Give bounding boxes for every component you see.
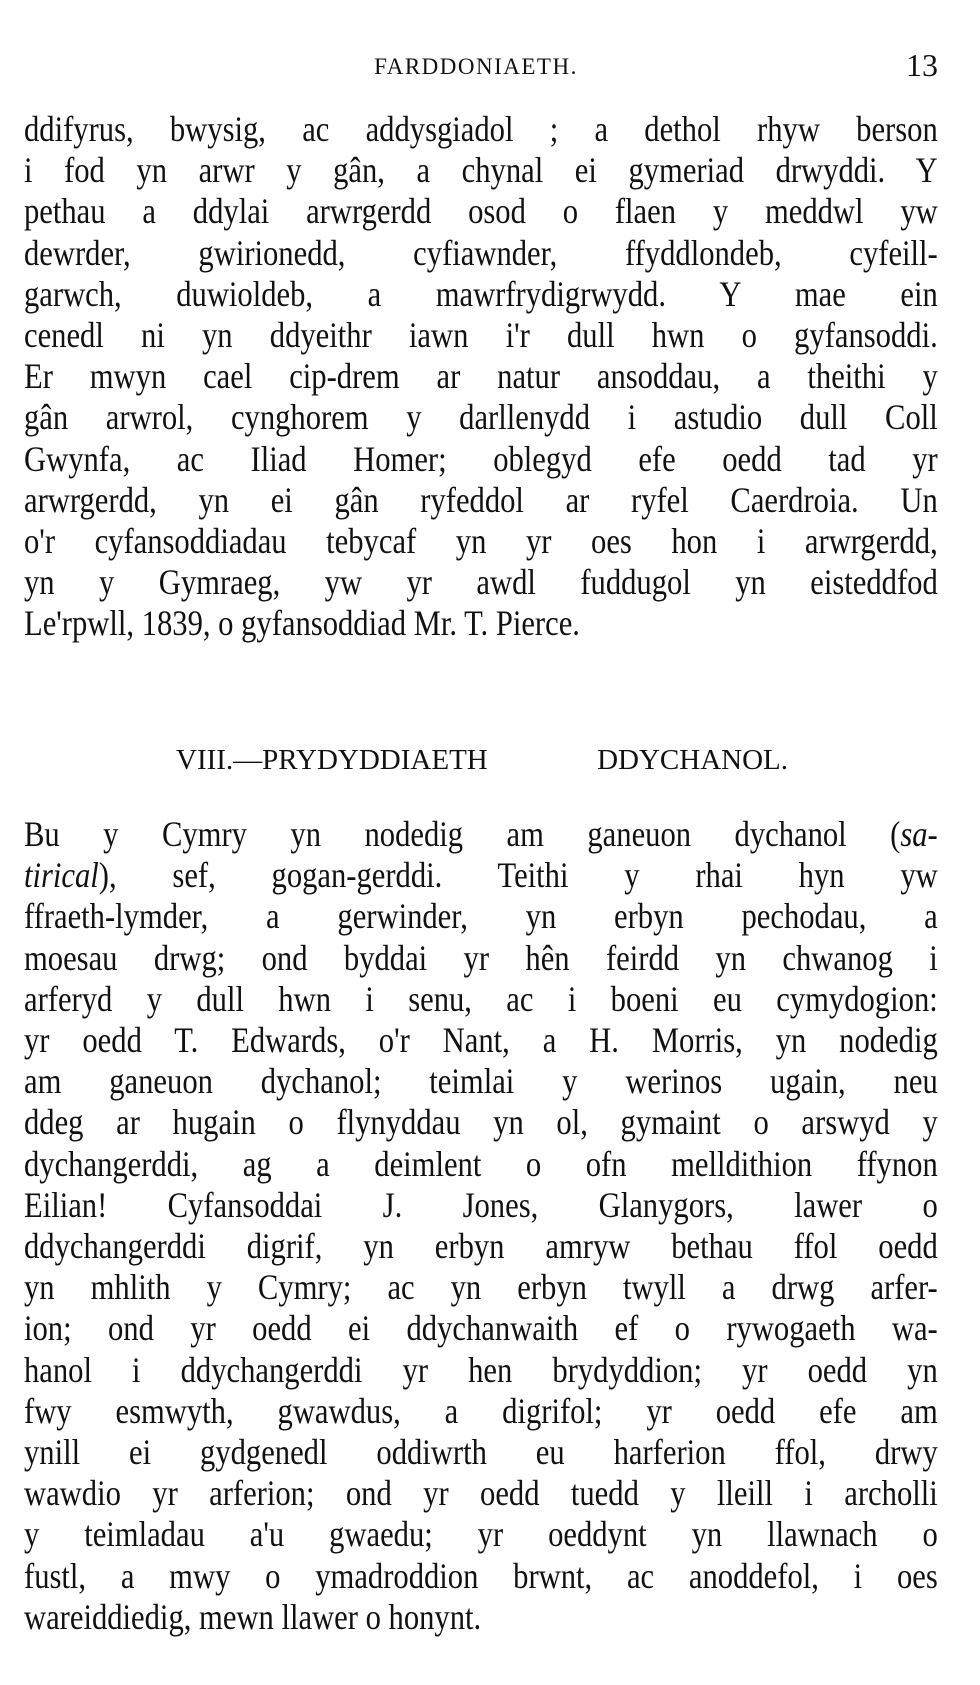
text-line: wawdio yr arferion; ond yr oedd tuedd y lleill i archolli [24,1473,938,1514]
text-line: pethau a ddylai arwrgerdd osod o flaen y meddwl yw [24,191,938,232]
text-line: gân arwrol, cynghorem y darllenydd i astudio dull Coll [24,397,938,438]
page-number: 13 [906,47,938,83]
text-line: hanol i ddychangerddi yr hen brydyddion; yr oedd yn [24,1349,938,1390]
text-line [24,816,938,852]
text-line: yr oedd T. Edwards, o'r Nant, a H. Morris, yn nodedig [24,1020,938,1060]
text-line: fustl, a mwy o ymadroddion brwnt, ac anoddefol, i oes [24,1555,938,1596]
text-segment: ), sef, gogan-gerddi. Teithi y rhai hyn yw [98,855,938,896]
text-line: fwy esmwyth, gwawdus, a digrifol; yr oedd efe am [24,1390,938,1431]
text-line: ddeg ar hugain o flynyddau yn ol, gymaint o arswyd y [24,1102,938,1143]
text-line: am ganeuon dychanol; teimlai y werinos ugain, neu [24,1061,938,1102]
text-line: yn y Gymraeg, yw yr awdl fuddugol yn eisteddfod [24,562,938,603]
text-line: ion; ond yr oedd ei ddychanwaith ef o rywogaeth wa- [24,1308,938,1349]
running-head-title: FARDDONIAETH. [374,54,578,79]
text-line: yn mhlith y Cymry; ac yn erbyn twyll a drwg arfer- [24,1267,938,1308]
text-line: garwch, duwioldeb, a mawrfrydigrwydd. Y mae ein [24,273,938,314]
section-heading: VIII.—PRYDYDDIAETH DDYCHANOL. [176,744,788,776]
text-line [24,855,938,896]
text-line: ddychangerddi digrif, yn erbyn amryw bethau ffol oedd [24,1226,938,1266]
running-head [0,47,980,83]
text-line: Gwynfa, ac Iliad Homer; oblegyd efe oedd tad yr [24,438,938,479]
text-line: ffraeth-lymder, a gerwinder, yn erbyn pechodau, a [24,896,938,937]
text-line: ddifyrus, bwysig, ac addysgiadol ; a dethol rhyw berson [24,109,938,149]
italic-text: sa- [900,814,938,854]
text-line: y teimladau a'u gwaedu; yr oeddynt yn llawnach o [24,1514,938,1555]
text-line: arwrgerdd, yn ei gân ryfeddol ar ryfel Caerdroia. Un [24,479,938,520]
text-line: Eilian! Cyfansoddai J. Jones, Glanygors, lawer o [24,1184,938,1225]
italic-text: tirical [24,855,99,896]
text-line: dewrder, gwirionedd, cyfiawnder, ffyddlondeb, cyfeill- [24,232,938,273]
text-line: Er mwyn cael cip-drem ar natur ansoddau, a theithi y [24,356,938,397]
text-line: o'r cyfansoddiadau tebycaf yn yr oes hon i arwrgerdd, [24,521,938,561]
text-segment: Bu y Cymry yn nodedig am ganeuon dychanol ( [24,814,901,854]
text-line: moesau drwg; ond byddai yr hên feirdd yn chwanog i [24,937,938,978]
text-line: wareiddiedig, mewn llawer o honynt. [24,1596,482,1637]
text-line: dychangerddi, ag a deimlent o ofn melldithion ffynon [24,1143,938,1184]
text-line: cenedl ni yn ddyeithr iawn i'r dull hwn o gyfansoddi. [24,315,938,355]
text-line: arferyd y dull hwn i senu, ac i boeni eu cymydogion: [24,978,938,1019]
text-line: Le'rpwll, 1839, o gyfansoddiad Mr. T. Pierce. [24,603,580,644]
text-line: ynill ei gydgenedl oddiwrth eu harferion ffol, drwy [24,1432,938,1472]
text-line: i fod yn arwr y gân, a chynal ei gymeriad drwyddi. Y [24,150,938,191]
